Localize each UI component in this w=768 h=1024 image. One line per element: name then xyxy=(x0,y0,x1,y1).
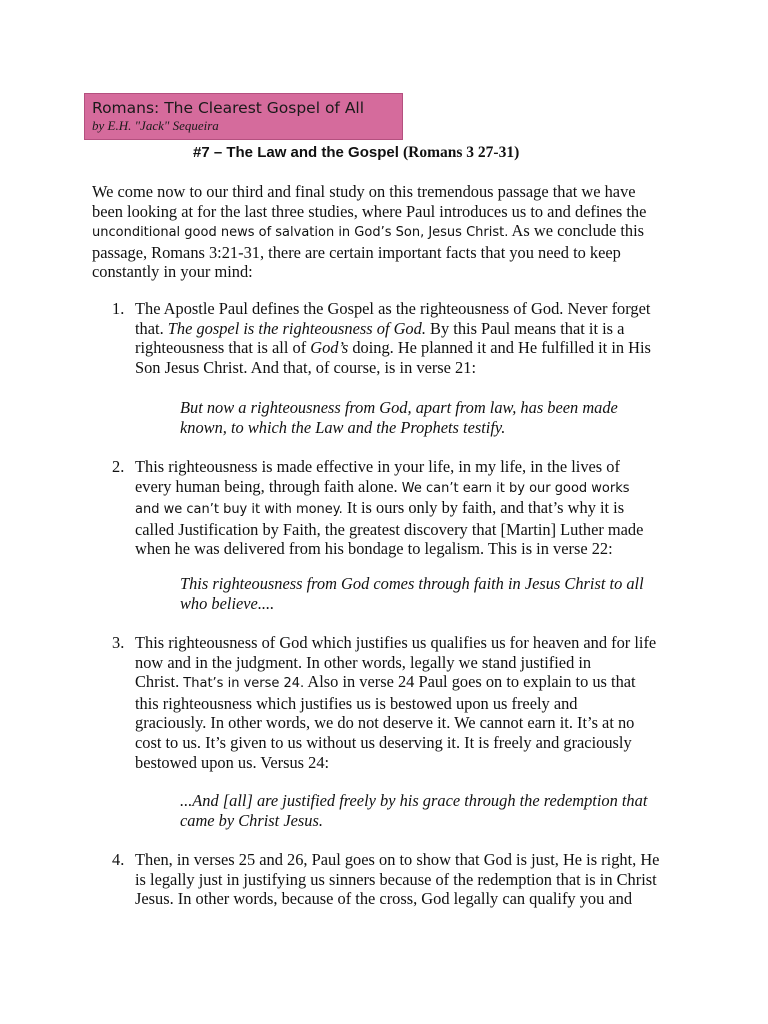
item-line: called Justification by Faith, the greatest discovery that [Martin] Luther made xyxy=(135,519,644,539)
intro-line-sans: unconditional good news of salvation in God’s Son, Jesus Christ. xyxy=(92,225,509,241)
item-line: This righteousness is made effective in your life, in my life, in the lives of xyxy=(135,457,620,476)
item-span: righteousness that is all of xyxy=(135,338,311,358)
item-line: now and in the judgment. In other words, legally we stand justified in xyxy=(135,652,592,672)
study-heading xyxy=(193,142,519,163)
item-line: this righteousness which justifies us is bestowed upon us freely and xyxy=(135,693,578,713)
item-number: 2. xyxy=(112,457,125,476)
author-byline: by E.H. "Jack" Sequeira xyxy=(92,118,219,133)
item-line: when he was delivered from his bondage to legalism. This is in verse 22: xyxy=(135,539,613,559)
item-text xyxy=(135,299,695,377)
item-line xyxy=(135,319,695,339)
item-text xyxy=(135,850,695,909)
intro-paragraph xyxy=(92,182,692,282)
item-line: bestowed upon us. Versus 24: xyxy=(135,752,330,772)
item-span: doing. He planned it and He fulfilled it in His xyxy=(348,338,651,358)
item-line: Then, in verses 25 and 26, Paul goes on to show that God is just, He is right, He xyxy=(135,850,660,869)
item-number: 1. xyxy=(112,299,125,318)
title-banner xyxy=(84,93,403,140)
series-title: Romans: The Clearest Gospel of All xyxy=(92,99,365,117)
item-span: It is ours only by faith, and that’s why it is xyxy=(342,498,625,518)
item-line: Son Jesus Christ. And that, of course, is in verse 21: xyxy=(135,357,476,377)
intro-line: been looking at for the last three studies, where Paul introduces us to and defines the xyxy=(92,201,647,221)
quote-line: came by Christ Jesus. xyxy=(180,810,323,830)
quote-line: This righteousness from God comes through faith in Jesus Christ to all xyxy=(180,574,644,593)
scripture-quote xyxy=(180,398,700,437)
item-line: cost to us. It’s given to us without us deserving it. It is freely and graciously xyxy=(135,732,632,752)
item-text xyxy=(135,633,695,772)
intro-line: passage, Romans 3:21-31, there are certain important facts that you need to keep xyxy=(92,242,621,262)
scripture-quote xyxy=(180,791,700,830)
item-number: 3. xyxy=(112,633,125,652)
item-span: Christ. xyxy=(135,672,180,692)
quote-line: known, to which the Law and the Prophets testify. xyxy=(180,417,506,437)
quote-line: But now a righteousness from God, apart from law, has been made xyxy=(180,398,618,417)
scripture-reference: (Romans 3 27-31) xyxy=(403,144,520,161)
item-span: that. xyxy=(135,318,168,338)
item-line xyxy=(135,338,695,358)
scripture-quote xyxy=(180,574,700,613)
item-span: every human being, through faith alone. xyxy=(135,476,398,496)
quote-line: who believe.... xyxy=(180,593,275,613)
item-text xyxy=(135,457,695,559)
intro-line: constantly in your mind: xyxy=(92,262,253,282)
item-line: graciously. In other words, we do not deserve it. We cannot earn it. It’s at no xyxy=(135,713,635,733)
item-line xyxy=(135,498,695,520)
item-span-italic: God’s xyxy=(310,338,349,358)
item-span-italic: The gospel is the righteousness of God. xyxy=(167,318,426,338)
item-span: Also in verse 24 Paul goes on to explain to us that xyxy=(304,672,636,692)
item-span: By this Paul means that it is a xyxy=(425,318,625,338)
item-span-sans: and we can’t buy it with money. xyxy=(135,502,343,518)
quote-line: ...And [all] are justified freely by his grace through the redemption that xyxy=(180,791,648,810)
item-number: 4. xyxy=(112,850,125,869)
intro-line-serif: As we conclude this xyxy=(508,221,645,241)
item-line xyxy=(135,477,695,499)
intro-line xyxy=(92,221,692,243)
item-span-sans: That’s in verse 24. xyxy=(179,676,305,692)
item-line: This righteousness of God which justifies us qualifies us for heaven and for life xyxy=(135,633,657,652)
item-span-sans: We can’t earn it by our good works xyxy=(397,480,630,496)
item-line: The Apostle Paul defines the Gospel as the righteousness of God. Never forget xyxy=(135,299,651,318)
study-title: #7 – The Law and the Gospel xyxy=(193,144,399,161)
item-line xyxy=(135,672,695,694)
item-line: Jesus. In other words, because of the cross, God legally can qualify you and xyxy=(135,889,633,909)
item-line: is legally just in justifying us sinners because of the redemption that is in Christ xyxy=(135,869,657,889)
intro-line: We come now to our third and final study on this tremendous passage that we have xyxy=(92,182,636,201)
